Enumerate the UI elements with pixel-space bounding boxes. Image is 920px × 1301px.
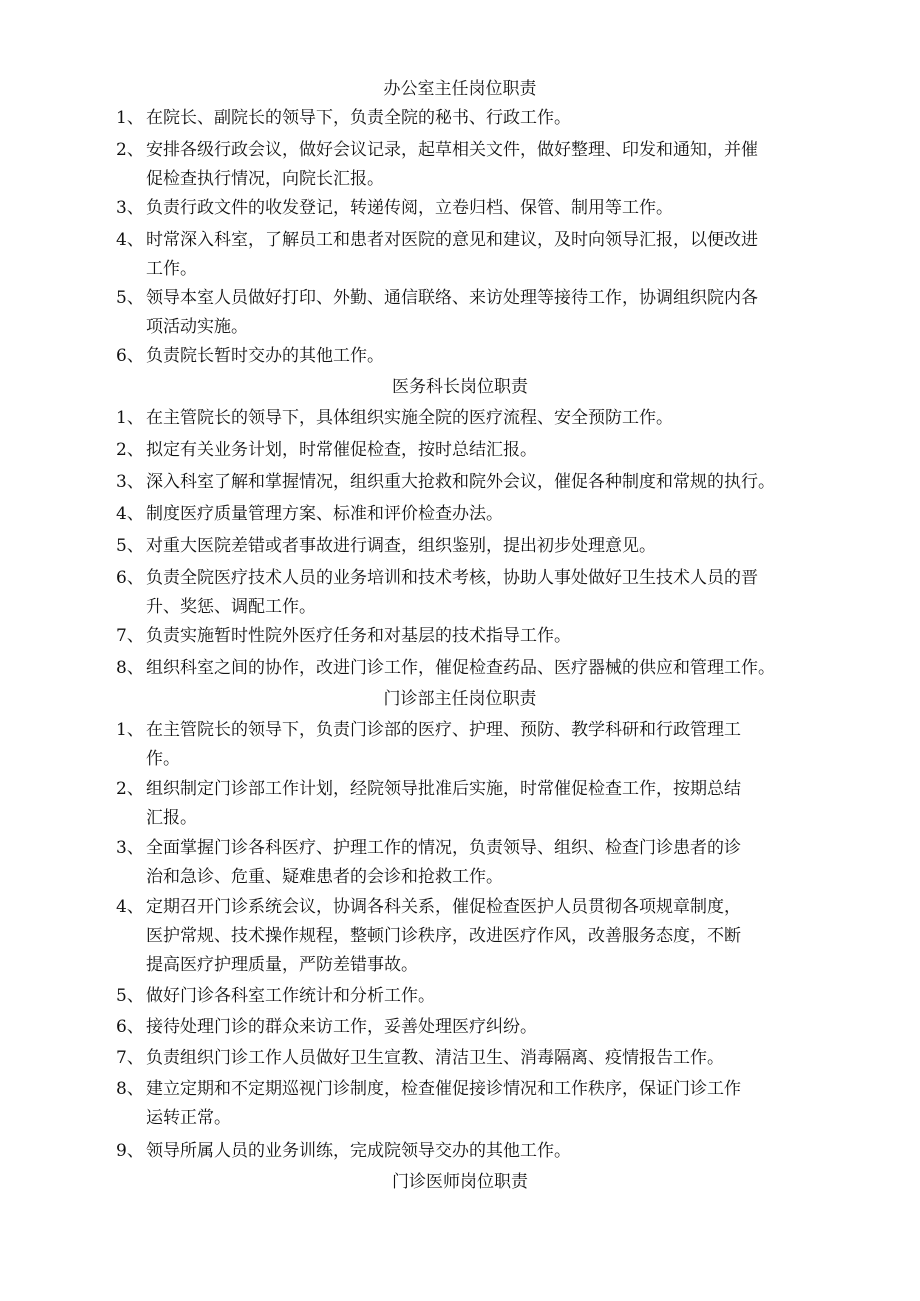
item-text: 负责实施暂时性院外医疗任务和对基层的技术指导工作。 (146, 626, 571, 646)
list-item (116, 136, 816, 194)
list-item (116, 436, 816, 465)
item-text: 在主管院长的领导下，具体组织实施全院的医疗流程、安全预防工作。 (146, 408, 673, 428)
item-text: 做好门诊各科室工作统计和分析工作。 (146, 986, 435, 1006)
item-number: 5、 (116, 288, 144, 308)
list-item (116, 194, 816, 223)
item-number: 1、 (116, 408, 144, 428)
item-text: 负责行政文件的收发登记，转递传阅，立卷归档、保管、制用等工作。 (146, 198, 673, 218)
item-number: 2、 (116, 779, 144, 799)
item-text: 组织制定门诊部工作计划，经院领导批准后实施，时常催促检查工作，按期总结 汇报。 (146, 779, 741, 828)
list-item (116, 1013, 816, 1042)
item-number: 8、 (116, 658, 144, 678)
list-item (116, 775, 816, 833)
item-text: 深入科室了解和掌握情况，组织重大抢救和院外会议，催促各种制度和常规的执行。 (146, 472, 775, 492)
item-text: 建立定期和不定期巡视门诊制度，检查催促接诊情况和工作秩序，保证门诊工作 运转正常。 (146, 1079, 741, 1128)
item-number: 4、 (116, 504, 144, 524)
item-text: 拟定有关业务计划，时常催促检查，按时总结汇报。 (146, 440, 537, 460)
list-item (116, 834, 816, 892)
list-item (116, 893, 816, 980)
list-item (116, 654, 816, 683)
item-text: 负责全院医疗技术人员的业务培训和技术考核，协助人事处做好卫生技术人员的晋 升、奖惩、调配工作。 (146, 568, 758, 617)
list-item (116, 284, 816, 342)
item-text: 组织科室之间的协作，改进门诊工作，催促检查药品、医疗器械的供应和管理工作。 (146, 658, 775, 678)
item-number: 7、 (116, 626, 144, 646)
section-title-medical-affairs-chief: 医务科长岗位职责 (392, 377, 528, 397)
section-title-outpatient-physician: 门诊医师岗位职责 (392, 1172, 528, 1192)
section-title-office-director: 办公室主任岗位职责 (383, 79, 537, 99)
item-text: 对重大医院差错或者事故进行调查，组织鉴别，提出初步处理意见。 (146, 536, 656, 556)
list-item (116, 404, 816, 433)
list-item (116, 532, 816, 561)
list-item (116, 622, 816, 651)
item-text: 制度医疗质量管理方案、标准和评价检查办法。 (146, 504, 503, 524)
list-item (116, 342, 816, 371)
item-number: 3、 (116, 838, 144, 858)
item-number: 4、 (116, 897, 144, 917)
list-item (116, 226, 816, 284)
item-number: 5、 (116, 536, 144, 556)
item-number: 4、 (116, 230, 144, 250)
list-item (116, 500, 816, 529)
item-number: 5、 (116, 986, 144, 1006)
item-number: 2、 (116, 140, 144, 160)
list-item (116, 104, 816, 133)
item-number: 3、 (116, 472, 144, 492)
item-text: 安排各级行政会议，做好会议记录，起草相关文件，做好整理、印发和通知，并催 促检查执行情况，向院长汇报。 (146, 140, 758, 189)
item-text: 在主管院长的领导下，负责门诊部的医疗、护理、预防、教学科研和行政管理工 作。 (146, 720, 741, 769)
item-number: 3、 (116, 198, 144, 218)
item-text: 负责组织门诊工作人员做好卫生宣教、清洁卫生、消毒隔离、疫情报告工作。 (146, 1048, 724, 1068)
item-text: 时常深入科室，了解员工和患者对医院的意见和建议，及时向领导汇报，以便改进 工作。 (146, 230, 758, 279)
item-text: 接待处理门诊的群众来访工作，妥善处理医疗纠纷。 (146, 1017, 537, 1037)
list-item (116, 1044, 816, 1073)
item-text: 领导本室人员做好打印、外勤、通信联络、来访处理等接待工作，协调组织院内各 项活动实施。 (146, 288, 758, 337)
item-number: 2、 (116, 440, 144, 460)
item-number: 6、 (116, 346, 144, 366)
item-number: 9、 (116, 1141, 144, 1161)
item-number: 6、 (116, 1017, 144, 1037)
section-title-outpatient-director: 门诊部主任岗位职责 (383, 689, 537, 709)
item-text: 领导所属人员的业务训练，完成院领导交办的其他工作。 (146, 1141, 571, 1161)
list-item (116, 716, 816, 774)
item-number: 7、 (116, 1048, 144, 1068)
item-text: 定期召开门诊系统会议，协调各科关系，催促检查医护人员贯彻各项规章制度， 医护常规、技术操作规程，整顿门诊秩序，改进医疗作风，改善服务态度，不断 提高医疗护理质量，严防差错事故。 (146, 897, 741, 975)
item-number: 1、 (116, 720, 144, 740)
item-text: 在院长、副院长的领导下，负责全院的秘书、行政工作。 (146, 108, 571, 128)
item-number: 6、 (116, 568, 144, 588)
list-item (116, 564, 816, 622)
list-item (116, 1075, 816, 1133)
list-item (116, 468, 816, 497)
list-item (116, 1137, 816, 1166)
item-number: 8、 (116, 1079, 144, 1099)
item-text: 全面掌握门诊各科医疗、护理工作的情况，负责领导、组织、检查门诊患者的诊 治和急诊、危重、疑难患者的会诊和抢救工作。 (146, 838, 741, 887)
item-text: 负责院长暂时交办的其他工作。 (146, 346, 384, 366)
item-number: 1、 (116, 108, 144, 128)
list-item (116, 982, 816, 1011)
